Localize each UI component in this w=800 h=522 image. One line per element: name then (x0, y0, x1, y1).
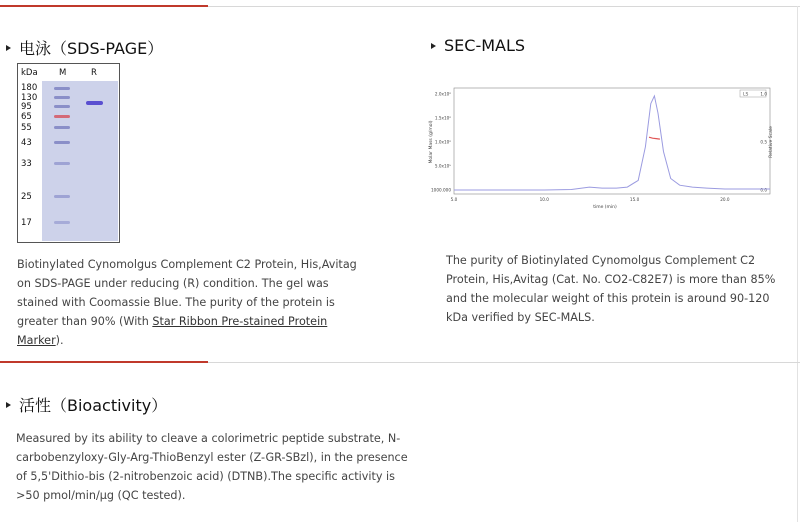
mw-marker: 55 (21, 123, 32, 133)
marker-band (54, 162, 70, 165)
x-tick-label: 10.0 (539, 197, 549, 202)
sds-desc-text: Biotinylated Cynomolgus Complement C2 Protein, His,Avitag on SDS-PAGE under reducing (R) condition. The gel was stained with Coomassie Blue. The purity of the protein is greater than 90% (With (17, 258, 357, 328)
mw-marker: 130 (21, 93, 38, 103)
gel-lane-m-label: M (59, 68, 67, 78)
sec-mals-heading (431, 36, 525, 55)
marker-band (54, 105, 70, 108)
sec-mals-chart (420, 82, 775, 212)
marker-band (54, 115, 70, 118)
legend-label: LS (743, 92, 749, 98)
y-axis-label: Molar Mass (g/mol) (429, 120, 434, 164)
bioactivity-title: 活性（Bioactivity） (19, 396, 168, 415)
x-axis-label: time (min) (593, 205, 617, 210)
sec-mals-description: The purity of Biotinylated Cynomolgus Complement C2 Protein, His,Avitag (Cat. No. CO2-C82E7) is more than 85% and the molecular weight of this protein is around 90-120 kDa verified by SEC-MALS. (446, 254, 776, 324)
sds-page-gel-image (17, 63, 120, 243)
mw-marker: 95 (21, 102, 32, 112)
sds-page-title: 电泳（SDS-PAGE） (19, 39, 164, 58)
panel-border (797, 6, 798, 522)
plot-frame (454, 88, 770, 194)
bullet-triangle-icon (431, 43, 436, 49)
mw-marker: 17 (21, 218, 32, 228)
sds-desc-end: ). (55, 334, 64, 347)
mw-marker: 25 (21, 192, 32, 202)
mw-marker: 65 (21, 112, 32, 122)
sample-band (86, 101, 103, 105)
mw-marker: 33 (21, 159, 32, 169)
sds-page-description (17, 255, 357, 350)
mw-marker: 180 (21, 83, 38, 93)
y2-tick-label: 0.5 (760, 139, 767, 145)
y-tick-label: 1.5x10⁶ (434, 115, 451, 121)
y-tick-label: 1000.000 (431, 187, 451, 193)
x-tick-label: 5.0 (450, 197, 458, 202)
mw-marker: 43 (21, 138, 32, 148)
y-tick-label: 5.0x10⁵ (434, 163, 451, 169)
x-tick-label: 20.0 (720, 197, 730, 202)
gel-lane-r-label: R (91, 68, 97, 78)
marker-band (54, 221, 70, 224)
sec-mals-title: SEC-MALS (444, 36, 526, 55)
marker-band (54, 87, 70, 90)
y-tick-label: 1.0x10⁶ (434, 139, 451, 145)
section-divider-accent (0, 361, 208, 363)
top-accent-line (0, 5, 208, 7)
marker-band (54, 195, 70, 198)
star-ribbon-marker-link[interactable]: Star Ribbon Pre-stained Protein Marker (17, 315, 328, 347)
y2-tick-label: 1.0 (760, 91, 767, 97)
y2-axis-label: Relative Scale (769, 126, 774, 158)
marker-band (54, 126, 70, 129)
bioactivity-heading (6, 393, 167, 416)
marker-band (54, 141, 70, 144)
sds-page-heading (6, 36, 163, 59)
bioactivity-description: Measured by its ability to cleave a colorimetric peptide substrate, N-carbobenzyloxy-Gly-Arg-ThioBenzyl ester (Z-GR-SBzl), in the presence of 5,5'Dithio-bis (2-nitrobenzoic acid) (DTNB).The specific activity is >50 pmol/min/µg (QC tested). (16, 432, 408, 502)
gel-kda-label: kDa (21, 68, 38, 78)
x-tick-label: 15.0 (629, 197, 640, 202)
bullet-triangle-icon (6, 402, 11, 408)
y-tick-label: 2.0x10⁶ (434, 91, 451, 97)
sec-mals-chart-svg (420, 82, 775, 212)
marker-band (54, 96, 70, 99)
bullet-triangle-icon (6, 45, 11, 51)
y2-tick-label: 0.0 (760, 187, 767, 193)
